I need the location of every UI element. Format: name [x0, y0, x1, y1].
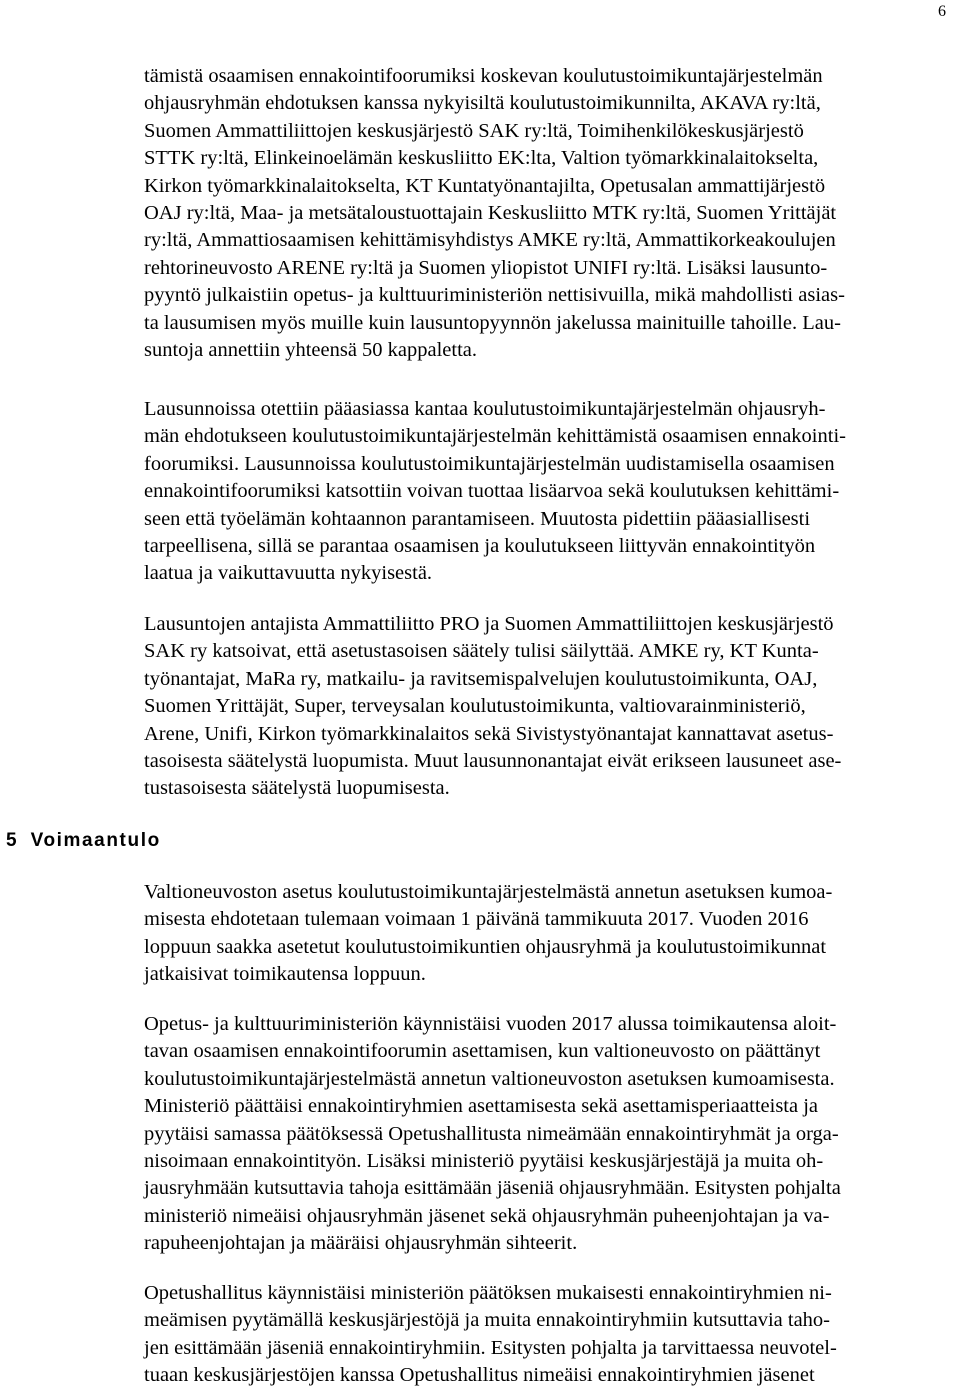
text-line: Opetushallitus käynnistäisi ministeriön päätöksen mukaisesti ennakointiryhmien ni-	[144, 1282, 832, 1304]
section-number: 5	[6, 830, 17, 851]
text-line: jen esittämään jäseniä ennakointiryhmiin. Esitysten pohjalta ja tarvittaessa neuvotel-	[144, 1336, 837, 1359]
paragraph-consultation-recipients	[144, 63, 950, 364]
text-line: ta lausumisen myös muille kuin lausuntopyynnön jakelussa mainituille tahoille. Lau-	[144, 311, 841, 334]
text-line: Lausuntojen antajista Ammattiliitto PRO ja Suomen Ammattiliittojen keskusjärjestö	[144, 613, 834, 635]
paragraph-opetushallitus-actions	[144, 1280, 950, 1390]
text-line: ennakointifoorumiksi katsottiin voivan tuottaa lisäarvoa sekä koulutuksen kehittämi-	[144, 480, 840, 503]
text-line: suntoja annettiin yhteensä 50 kappaletta.	[144, 339, 478, 362]
section-title: Voimaantulo	[30, 830, 161, 851]
text-line: nisoimaan ennakointityön. Lisäksi ministeriö pyytäisi keskusjärjestäjä ja muita oh-	[144, 1150, 824, 1173]
text-line: foorumiksi. Lausunnoissa koulutustoimikuntajärjestelmän uudistamisella osaamisen	[144, 452, 835, 475]
paragraph-regulation-views	[144, 611, 950, 803]
text-line: Lausunnoissa otettiin pääasiassa kantaa koulutustoimikuntajärjestelmän ohjausryh-	[144, 398, 826, 420]
text-line: Suomen Ammattiliittojen keskusjärjestö SAK ry:ltä, Toimihenkilökeskusjärjestö	[144, 119, 804, 142]
text-line: Arene, Unifi, Kirkon työmarkkinalaitos sekä Sivistystyönantajat kannattavat asetus-	[144, 722, 834, 745]
text-line: Suomen Yrittäjät, Super, terveysalan koulutustoimikunta, valtiovarainministeriö,	[144, 695, 806, 718]
text-line: Opetus- ja kulttuuriministeriön käynnistäisi vuoden 2017 alussa toimikautensa aloit-	[144, 1013, 837, 1035]
page-number: 6	[938, 3, 946, 20]
text-line: Ministeriö päättäisi ennakointiryhmien asettamisesta sekä asettamisperiaatteista ja	[144, 1095, 819, 1118]
text-line: SAK ry katsoivat, että asetustasoisen säätely tulisi säilyttää. AMKE ry, KT Kunta-	[144, 640, 819, 663]
text-line: tämistä osaamisen ennakointifoorumiksi koskevan koulutustoimikuntajärjestelmän	[144, 65, 823, 87]
text-line: loppuun saakka asetetut koulutustoimikuntien ohjausryhmä ja koulutustoimikunnat	[144, 935, 827, 958]
text-line: tustasoisesta säätelystä luopumisesta.	[144, 777, 450, 800]
paragraph-entry-into-force	[144, 879, 950, 989]
text-line: Valtioneuvoston asetus koulutustoimikuntajärjestelmästä annetun asetuksen kumoa-	[144, 881, 833, 903]
text-line: män ehdotukseen koulutustoimikuntajärjestelmän kehittämistä osaamisen ennakointi-	[144, 425, 846, 448]
text-line: ohjausryhmän ehdotuksen kanssa nykyisiltä koulutustoimikunnilta, AKAVA ry:ltä,	[144, 92, 821, 115]
text-line: jatkaisivat toimikautensa loppuun.	[144, 963, 426, 986]
text-line: meämisen pyytämällä keskusjärjestöjä ja muita ennakointiryhmiin kutsuttavia taho-	[144, 1309, 831, 1332]
text-line: STTK ry:ltä, Elinkeinoelämän keskusliitto EK:lta, Valtion työmarkkinalaitokselta,	[144, 147, 819, 170]
text-line: Kirkon työmarkkinalaitokselta, KT Kuntatyönantajilta, Opetusalan ammattijärjestö	[144, 174, 826, 197]
text-line: rehtorineuvosto ARENE ry:ltä ja Suomen yliopistot UNIFI ry:ltä. Lisäksi lausunto-	[144, 256, 828, 279]
text-line: rapuheenjohtajan ja määräisi ohjausryhmän sihteerit.	[144, 1232, 578, 1255]
paragraph-ministry-actions	[144, 1011, 950, 1258]
text-line: tarpeellisena, sillä se parantaa osaamisen ja koulutukseen liittyvän ennakointityön	[144, 535, 816, 558]
text-line: misesta ehdotetaan tulemaan voimaan 1 päivänä tammikuuta 2017. Vuoden 2016	[144, 908, 809, 931]
text-line: työnantajat, MaRa ry, matkailu- ja ravitsemispalvelujen koulutustoimikunta, OAJ,	[144, 667, 818, 690]
text-line: pyyntö julkaistiin opetus- ja kulttuuriministeriön nettisivuilla, mikä mahdollisti asias-	[144, 284, 845, 307]
section-heading	[6, 828, 161, 854]
text-line: laatua ja vaikuttavuutta nykyisestä.	[144, 562, 433, 585]
text-line: tuaan keskusjärjestöjen kanssa Opetushallitus nimeäisi ennakointiryhmien jäsenet	[144, 1364, 815, 1387]
text-line: seen että työelämän kohtaannon parantamiseen. Muutosta pidettiin pääasiallisesti	[144, 507, 811, 530]
text-line: pyytäisi samassa päätöksessä Opetushallitusta nimeämään ennakointiryhmät ja orga-	[144, 1122, 839, 1145]
text-line: koulutustoimikuntajärjestelmästä annetun valtioneuvoston asetuksen kumoamisesta.	[144, 1067, 835, 1090]
text-line: jausryhmään kutsuttavia tahoja esittämään jäseniä ohjausryhmään. Esitysten pohjalta	[144, 1177, 841, 1200]
text-line: ry:ltä, Ammattiosaamisen kehittämisyhdistys AMKE ry:ltä, Ammattikorkeakoulujen	[144, 229, 836, 252]
text-line: tavan osaamisen ennakointifoorumin asettamisen, kun valtioneuvosto on päättänyt	[144, 1040, 821, 1063]
text-line: ministeriö nimeäisi ohjausryhmän jäsenet sekä ohjausryhmän puheenjohtajan ja va-	[144, 1204, 830, 1227]
text-line: tasoisesta säätelystä luopumista. Muut lausunnonantajat eivät erikseen lausuneet ase-	[144, 750, 842, 773]
paragraph-consultation-summary	[144, 396, 950, 588]
text-line: OAJ ry:ltä, Maa- ja metsätaloustuottajain Keskusliitto MTK ry:ltä, Suomen Yrittäjät	[144, 202, 837, 225]
